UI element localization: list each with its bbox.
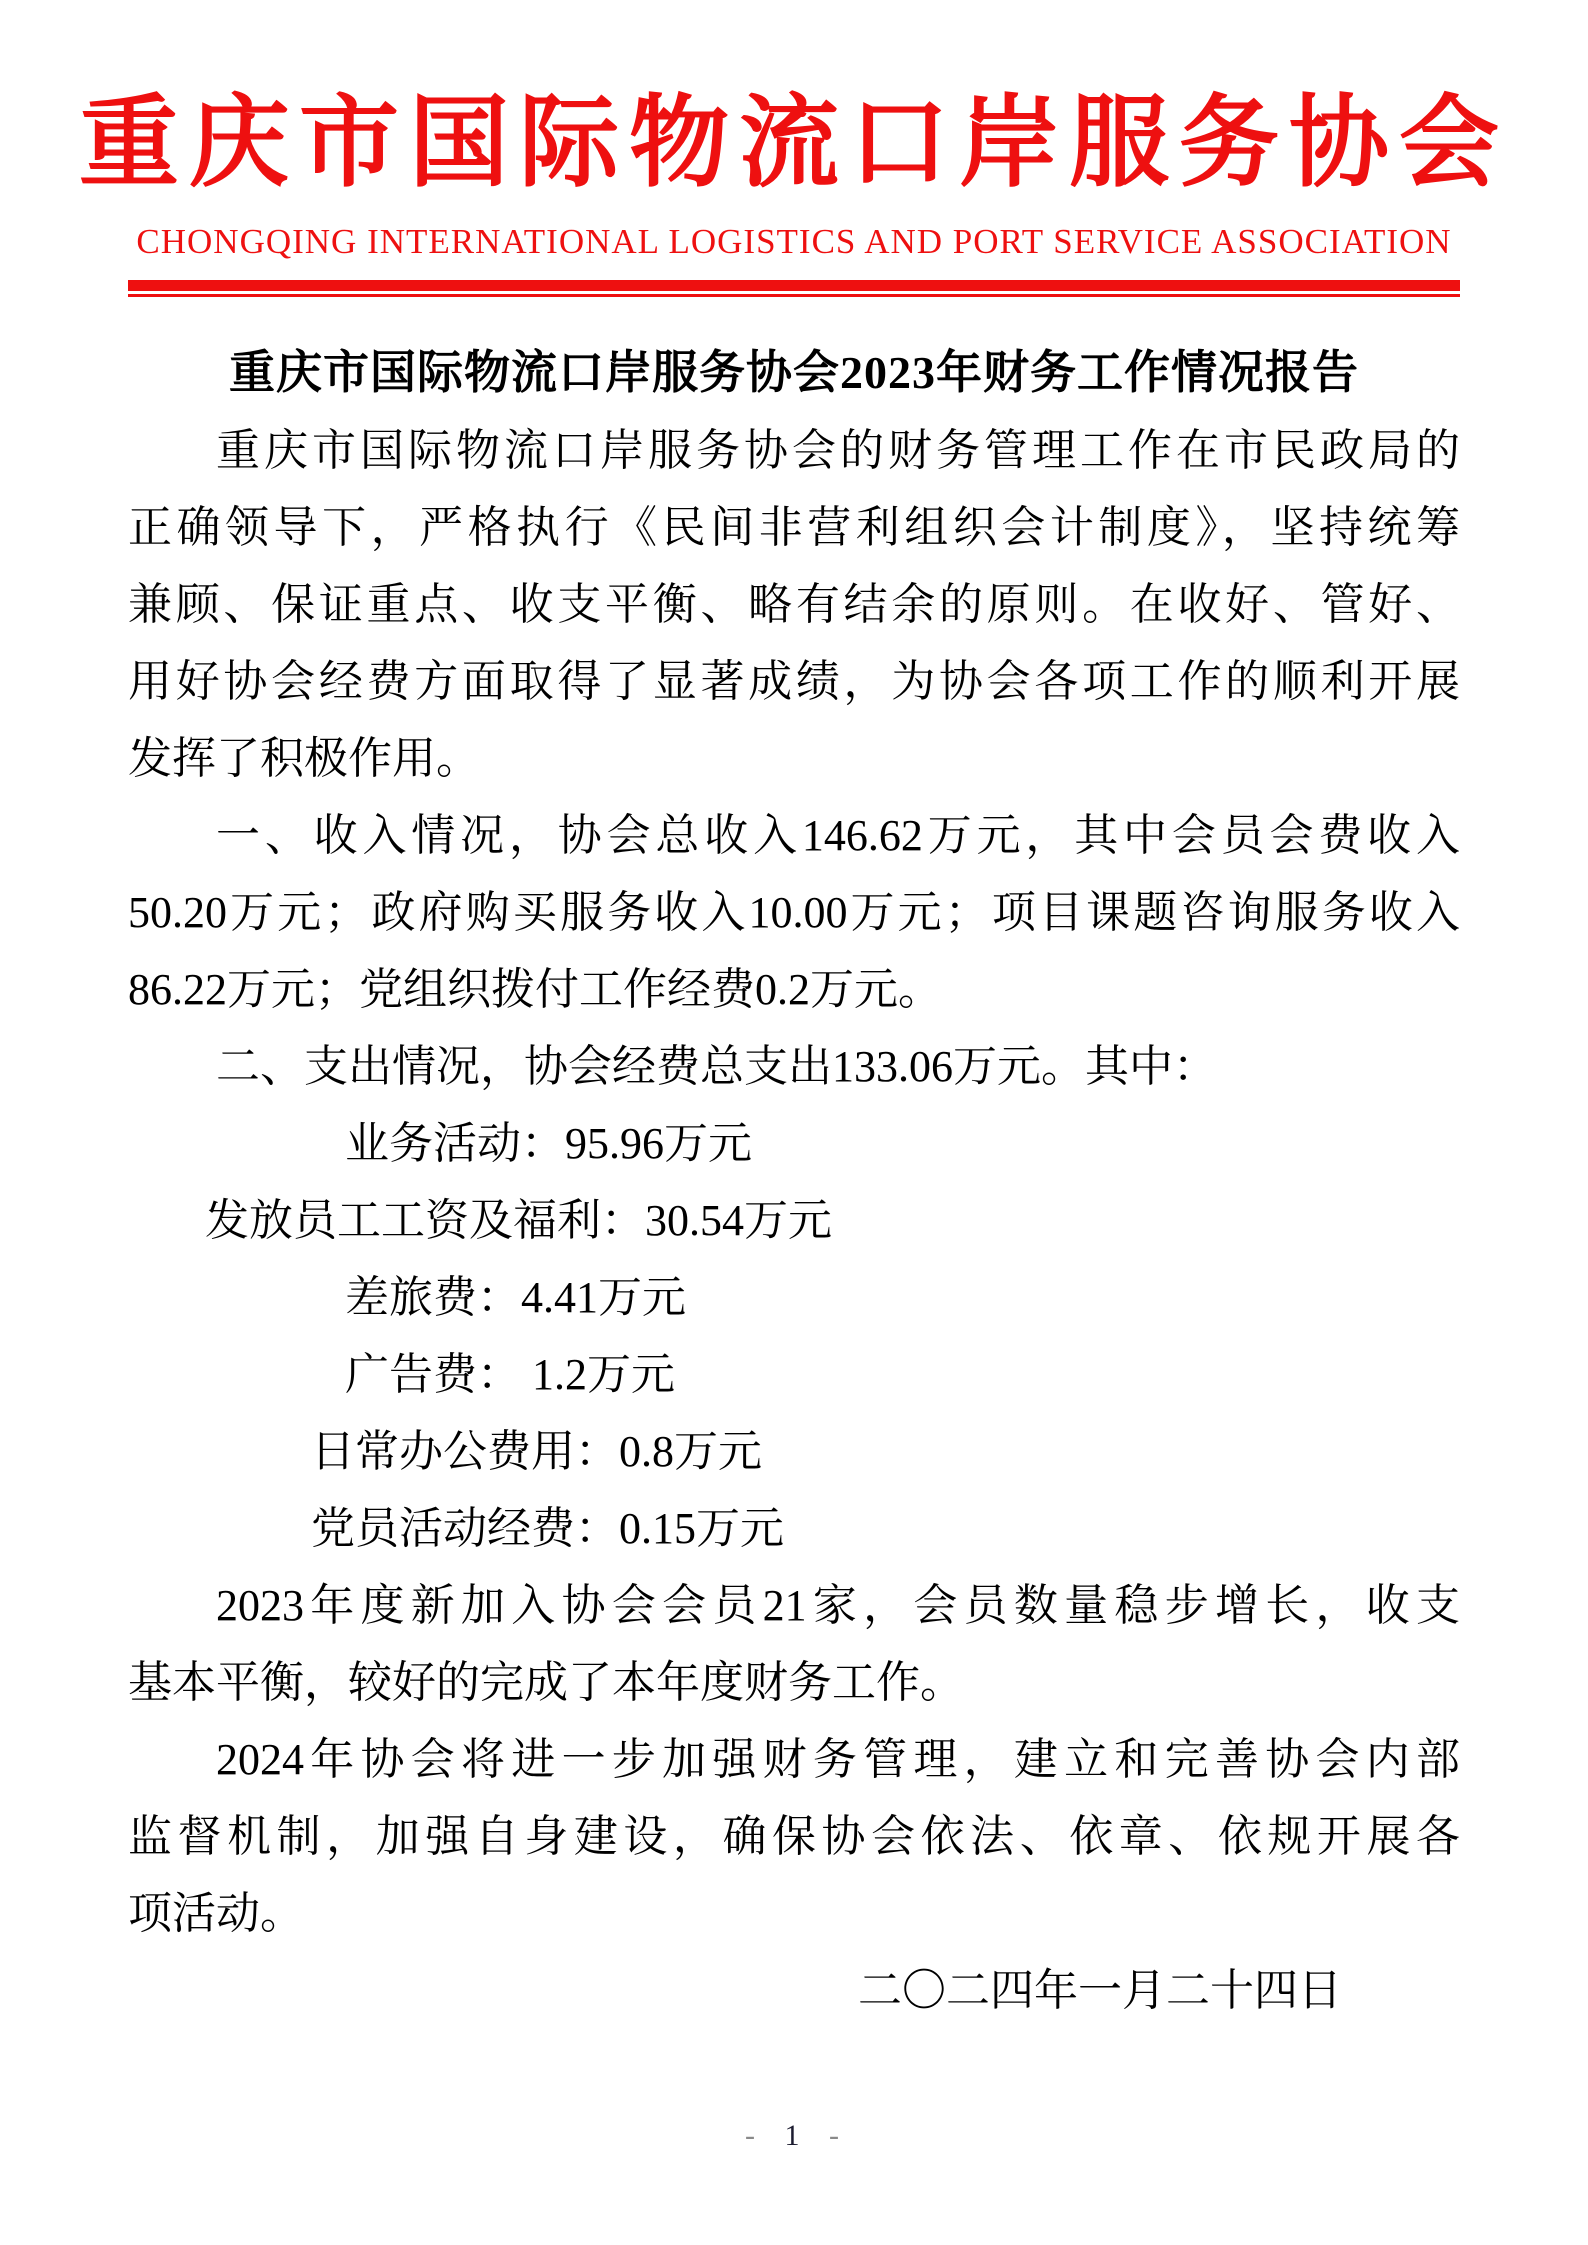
body-line: 2024年协会将进一步加强财务管理，建立和完善协会内部 (216, 1735, 1460, 1785)
divider-thick-rule (128, 280, 1460, 291)
org-name-english: CHONGQING INTERNATIONAL LOGISTICS AND PORT SERVICE ASSOCIATION (136, 222, 1452, 261)
body-line: 二、支出情况，协会经费总支出133.06万元。其中： (216, 1042, 1217, 1092)
expense-line-ads: 广告费： 1.2万元 (345, 1350, 675, 1400)
body-line: 发挥了积极作用。 (128, 734, 480, 784)
expense-line-travel: 差旅费：4.41万元 (345, 1273, 686, 1323)
divider-thin-rule (128, 294, 1460, 297)
page-number (0, 2119, 1588, 2153)
body-line: 重庆市国际物流口岸服务协会的财务管理工作在市民政局的 (216, 426, 1460, 476)
expense-line-salary: 发放员工工资及福利：30.54万元 (205, 1196, 832, 1246)
letterhead (0, 90, 1588, 297)
report-title: 重庆市国际物流口岸服务协会2023年财务工作情况报告 (229, 347, 1359, 399)
body-line: 正确领导下，严格执行《民间非营利组织会计制度》，坚持统筹 (128, 503, 1460, 553)
body-line: 项活动。 (128, 1889, 304, 1939)
body-line: 用好协会经费方面取得了显著成绩，为协会各项工作的顺利开展 (128, 657, 1460, 707)
body-line: 一、收入情况，协会总收入146.62万元，其中会员会费收入 (216, 811, 1460, 861)
expense-line-business: 业务活动：95.96万元 (345, 1119, 752, 1169)
expense-line-party: 党员活动经费：0.15万元 (311, 1504, 784, 1554)
body-line: 86.22万元；党组织拨付工作经费0.2万元。 (128, 965, 942, 1015)
org-name-chinese: 重庆市国际物流口岸服务协会 (79, 88, 1509, 199)
body-line: 监督机制，加强自身建设，确保协会依法、依章、依规开展各 (128, 1812, 1460, 1862)
body-line: 2023年度新加入协会会员21家，会员数量稳步增长，收支 (216, 1581, 1460, 1631)
body-line: 基本平衡，较好的完成了本年度财务工作。 (128, 1658, 964, 1708)
page-number-dash-left: - (745, 2119, 759, 2152)
page-number-value: 1 (784, 2119, 804, 2152)
expense-line-office: 日常办公费用：0.8万元 (311, 1427, 762, 1477)
page-number-dash-right: - (829, 2119, 843, 2152)
report-date: 二〇二四年一月二十四日 (858, 1966, 1342, 2016)
body-line: 50.20万元；政府购买服务收入10.00万元；项目课题咨询服务收入 (128, 888, 1460, 938)
report-body (0, 347, 1588, 2029)
body-line: 兼顾、保证重点、收支平衡、略有结余的原则。在收好、管好、 (128, 580, 1460, 630)
